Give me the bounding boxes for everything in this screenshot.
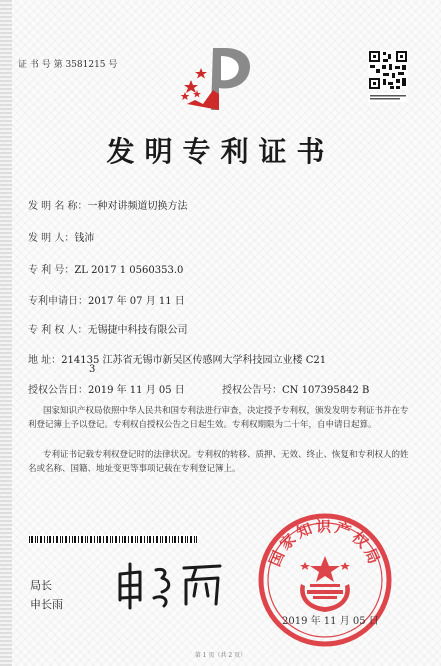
- address-value-line2: 3: [89, 364, 96, 375]
- patent-office-logo-icon: [175, 40, 265, 115]
- director-title: 局长: [30, 579, 52, 592]
- application-date-label: 专利申请日：: [28, 296, 88, 307]
- patent-number-label: 专 利 号：: [28, 265, 75, 276]
- address-label: 地 址：: [28, 355, 62, 366]
- patentee-value: 无锡捷中科技有限公司: [87, 325, 188, 336]
- announcement-number-field: [222, 381, 369, 396]
- seal-text: 国家知识产权局: [265, 517, 385, 570]
- application-date-value: 2017 年 07 月 11 日: [88, 296, 185, 307]
- seal-date: 2019 年 11 月 05 日: [282, 616, 379, 627]
- inventor-value: 钱沛: [74, 233, 95, 244]
- invention-name-label: 发 明 名 称：: [28, 201, 88, 212]
- address-value: 214135 江苏省无锡市新吴区传感网大学科技园立业楼 C21: [61, 355, 327, 366]
- grant-date-value: 2019 年 11 月 05 日: [88, 385, 185, 396]
- announcement-number-value: CN 107395842 B: [282, 385, 370, 396]
- certificate-number: 证 书 号 第 3581215 号: [18, 60, 118, 70]
- grant-statement-paragraph: 国家知识产权局依照中华人民共和国专利法进行审查，决定授予专利权，颁发发明专利证书并在专利登记簿上予以登记。专利权自授权公告之日起生效。专利权期限为二十年，自申请日起算。: [28, 406, 409, 430]
- inventor-field: [28, 229, 94, 244]
- grant-date-label: 授权公告日：: [28, 385, 88, 396]
- handwritten-signature-icon: [112, 560, 232, 612]
- application-date-field: [28, 292, 185, 307]
- grant-date-field: [28, 381, 185, 396]
- invention-name-value: 一种对讲频道切换方法: [87, 201, 188, 212]
- invention-name-field: [28, 197, 188, 212]
- certificate-title: 发明专利证书: [106, 135, 335, 168]
- barcode-strip-icon: [28, 535, 198, 544]
- patentee-label: 专 利 权 人：: [28, 325, 88, 336]
- patent-number-field: [28, 261, 183, 276]
- page-footer: 第 1 页（共 2 页）: [194, 652, 247, 659]
- inventor-label: 发 明 人：: [28, 233, 75, 244]
- director-name: 申长雨: [30, 598, 63, 611]
- qr-code-icon: [368, 50, 408, 102]
- left-border-pattern: [0, 0, 12, 666]
- address-field: [28, 351, 326, 366]
- announcement-number-label: 授权公告号：: [222, 385, 282, 396]
- official-seal-icon: [255, 510, 395, 650]
- patent-number-value: ZL 2017 1 0560353.0: [74, 265, 184, 276]
- legal-status-paragraph: 专利证书记载专利权登记时的法律状况。专利权的转移、质押、无效、终止、恢复和专利权人的姓名或名称、国籍、地址变更等事项记载在专利登记簿上。: [28, 450, 409, 474]
- patentee-field: [28, 321, 188, 336]
